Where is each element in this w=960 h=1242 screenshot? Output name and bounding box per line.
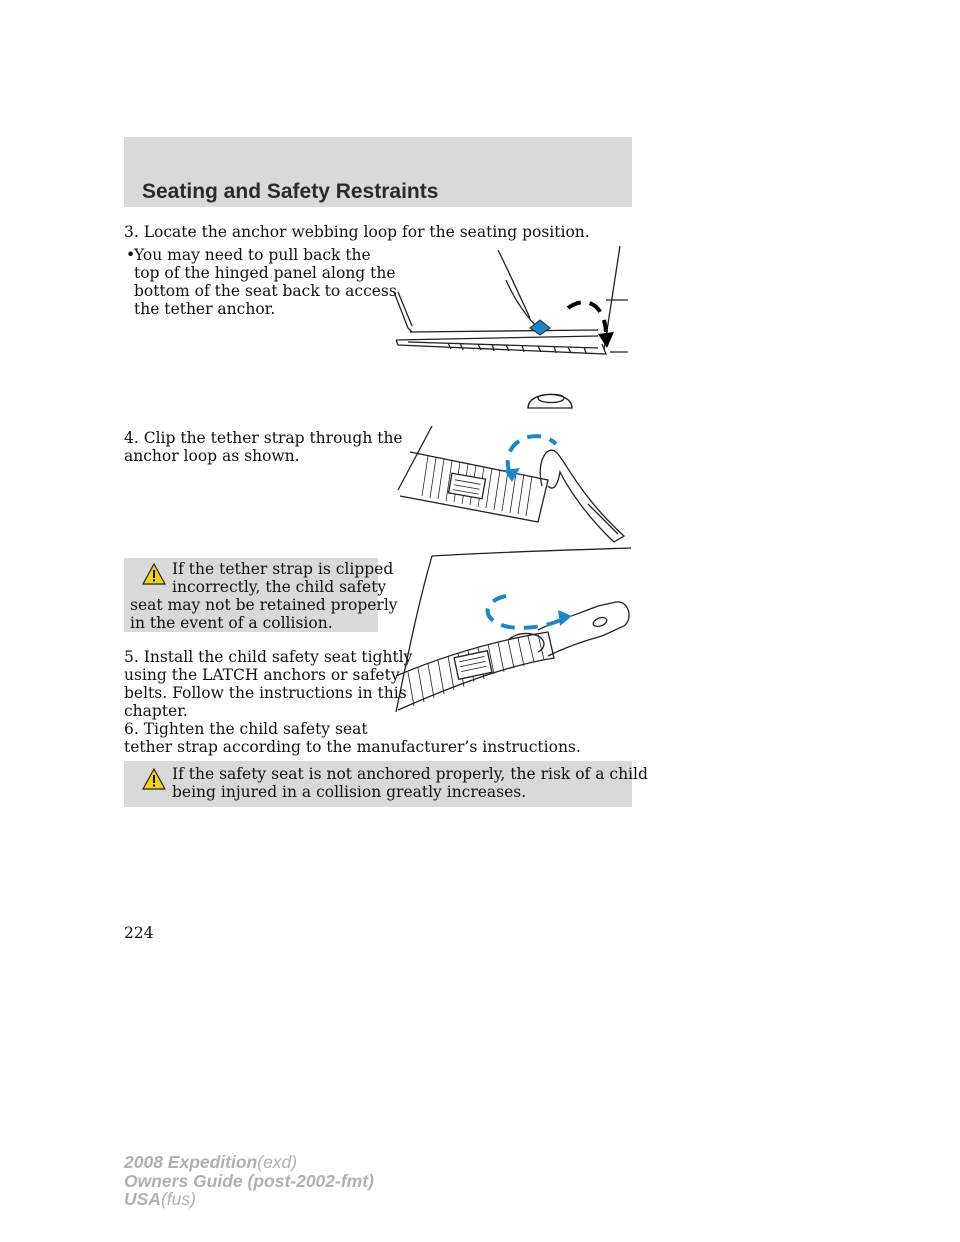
bullet-line: You may need to pull back the	[134, 246, 371, 264]
footer-model-code: (exd)	[257, 1152, 298, 1172]
bullet-dot: •	[126, 246, 136, 264]
step-3-text: 3. Locate the anchor webbing loop for the seating position.	[124, 223, 590, 241]
warning-2-line: If the safety seat is not anchored properly, the risk of a child	[172, 765, 648, 783]
step-6-line: 6. Tighten the child safety seat	[124, 720, 368, 738]
warning-1-line: in the event of a collision.	[130, 614, 333, 632]
bullet-line: bottom of the seat back to access	[134, 282, 397, 300]
step-4-line: 4. Clip the tether strap through the	[124, 429, 403, 447]
footer-market-code: (fus)	[160, 1189, 196, 1209]
section-header	[124, 137, 632, 207]
bullet-line: the tether anchor.	[134, 300, 276, 318]
page-number: 224	[124, 924, 154, 942]
warning-triangle-icon	[142, 768, 166, 790]
warning-triangle-icon	[142, 563, 166, 585]
warning-1-line: If the tether strap is clipped	[172, 560, 394, 578]
seat-panel-anchor-illustration	[388, 240, 633, 412]
tether-strap-illustration	[388, 544, 633, 716]
tether-clip-illustration	[388, 424, 633, 546]
footer-model: 2008 Expedition	[124, 1152, 258, 1172]
warning-1-line: incorrectly, the child safety	[172, 578, 387, 596]
bullet-line: top of the hinged panel along the	[134, 264, 396, 282]
document-footer	[124, 1153, 374, 1209]
step-4-line: anchor loop as shown.	[124, 447, 300, 465]
step-5-line: 5. Install the child safety seat tightly	[124, 648, 413, 666]
step-5-line: chapter.	[124, 702, 188, 720]
step-6-line: tether strap according to the manufacturer’s instructions.	[124, 738, 581, 756]
footer-market: USA	[124, 1189, 161, 1209]
warning-1-line: seat may not be retained properly	[130, 596, 398, 614]
step-5-line: using the LATCH anchors or safety	[124, 666, 400, 684]
footer-guide: Owners Guide (post-2002-fmt)	[124, 1170, 374, 1191]
warning-2-line: being injured in a collision greatly increases.	[172, 783, 527, 801]
step-5-line: belts. Follow the instructions in this	[124, 684, 407, 702]
section-title: Seating and Safety Restraints	[142, 180, 439, 203]
